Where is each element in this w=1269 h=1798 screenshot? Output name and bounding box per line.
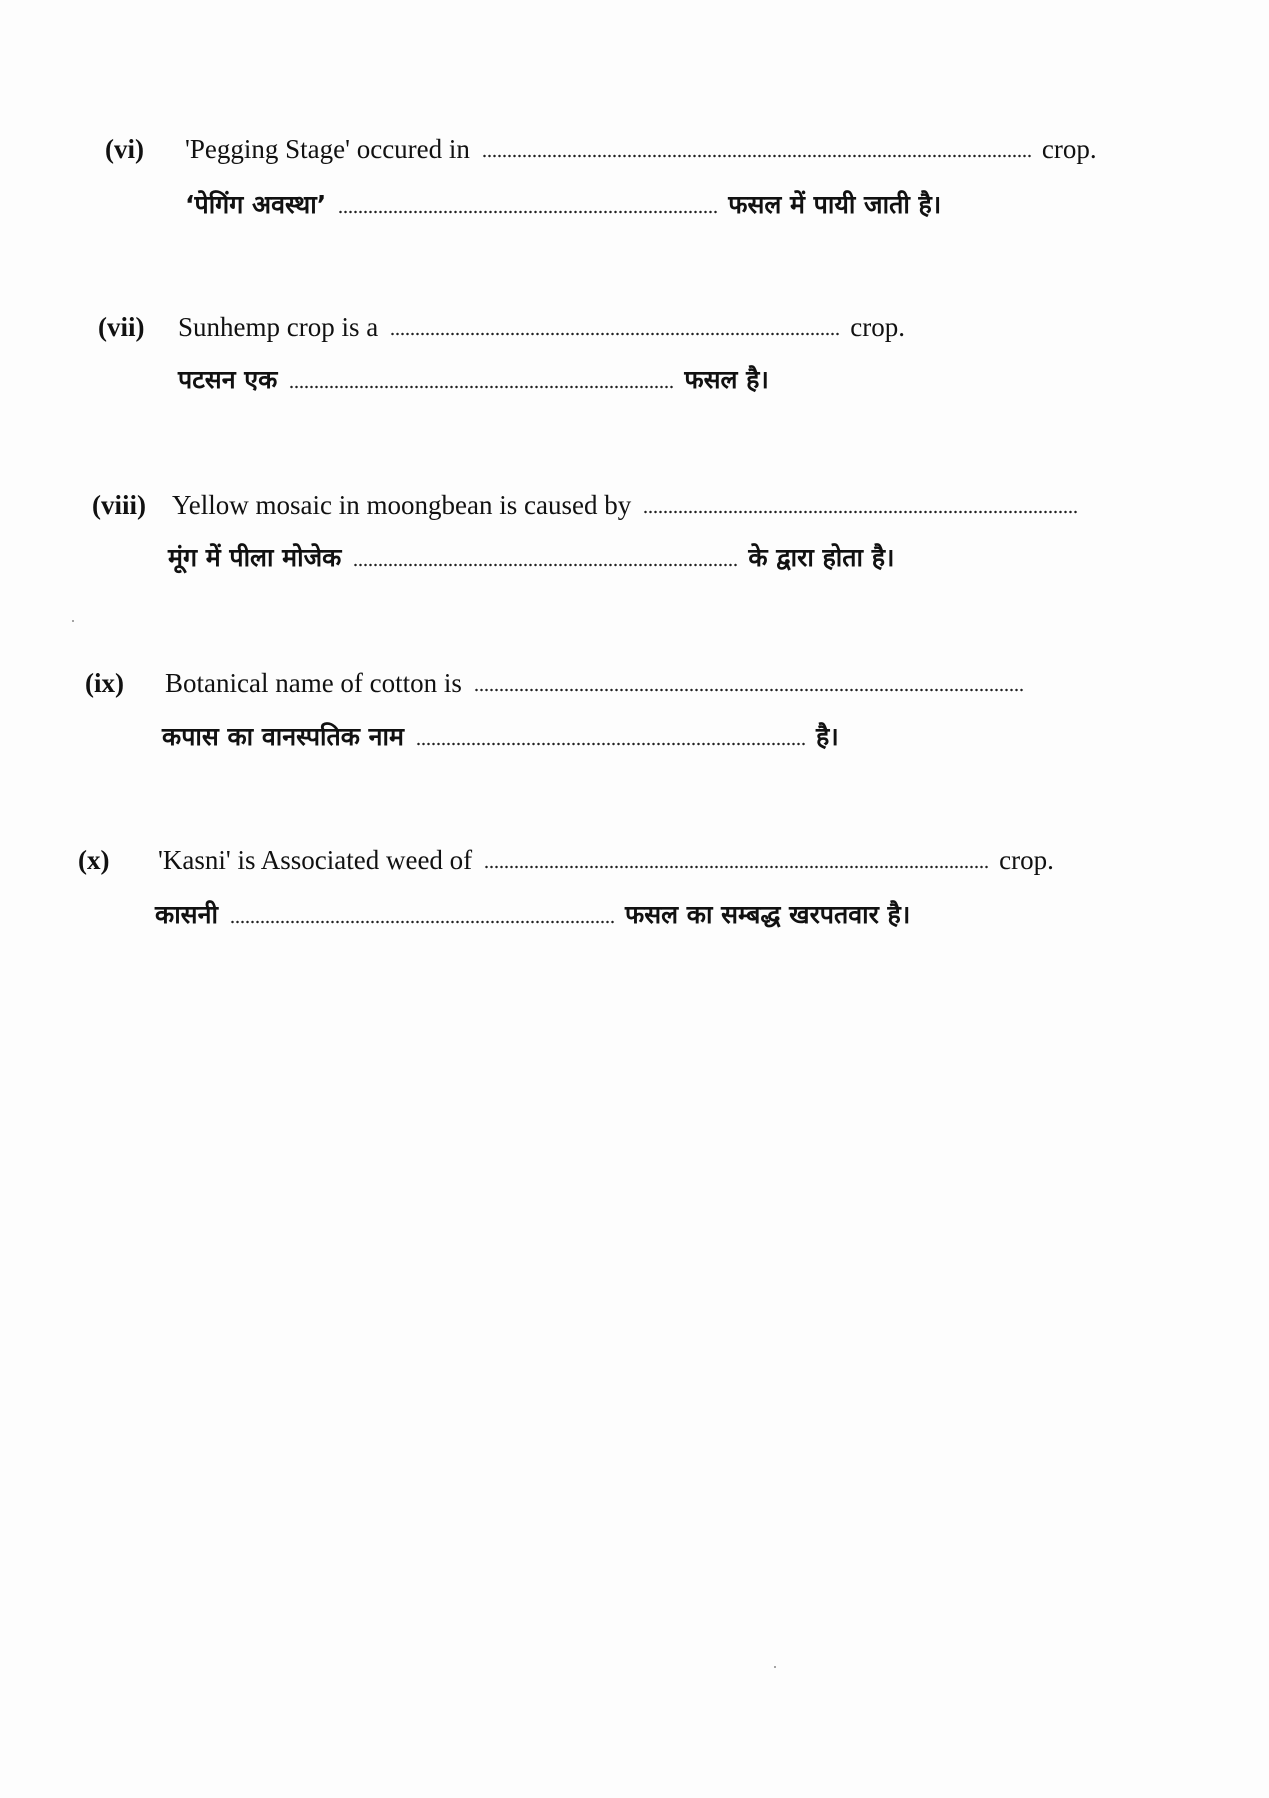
answer-blank[interactable] <box>338 209 718 215</box>
question-text-english: Botanical name of cotton is <box>165 668 462 698</box>
scan-speck <box>72 620 74 622</box>
question-text-english: Sunhemp crop is a <box>178 312 379 342</box>
question-viii-english-line <box>92 482 1088 522</box>
question-x-hindi-line <box>155 892 910 932</box>
question-vi-hindi-line <box>185 182 941 222</box>
question-suffix-hindi: फसल है। <box>684 365 769 394</box>
question-text-hindi: मूंग में पीला मोजेक <box>168 543 342 572</box>
question-number: (vi) <box>105 134 144 164</box>
question-viii-hindi-line <box>168 535 894 575</box>
question-ix-english-line <box>85 660 1034 700</box>
question-text-hindi: ‘पेगिंग अवस्था’ <box>185 190 327 219</box>
question-suffix-english: crop. <box>850 312 905 342</box>
scan-speck <box>774 1666 776 1668</box>
answer-blank[interactable] <box>484 864 989 870</box>
question-text-english: Yellow mosaic in moongbean is caused by <box>172 490 632 520</box>
answer-blank[interactable] <box>353 562 738 568</box>
question-number: (viii) <box>92 490 146 520</box>
question-x-english-line <box>78 837 1054 877</box>
answer-blank[interactable] <box>390 331 840 337</box>
question-suffix-english: crop. <box>1041 134 1097 164</box>
question-number: (ix) <box>85 668 124 698</box>
question-ix-hindi-line <box>162 714 839 754</box>
question-vii-hindi-line <box>178 357 769 397</box>
question-text-hindi: पटसन एक <box>178 365 278 394</box>
answer-blank[interactable] <box>474 687 1024 693</box>
question-text-english: 'Pegging Stage' occured in <box>185 134 470 164</box>
answer-blank[interactable] <box>416 741 806 747</box>
question-suffix-hindi: है। <box>815 722 839 751</box>
question-suffix-hindi: फसल का सम्बद्ध खरपतवार है। <box>624 900 911 929</box>
question-vi-english-line <box>105 126 1097 166</box>
question-text-hindi: कपास का वानस्पतिक नाम <box>162 722 404 751</box>
answer-blank[interactable] <box>289 384 674 390</box>
answer-blank[interactable] <box>643 509 1078 515</box>
answer-blank[interactable] <box>482 153 1032 159</box>
question-vii-english-line <box>98 304 905 344</box>
answer-blank[interactable] <box>230 919 615 925</box>
question-suffix-english: crop. <box>999 845 1054 875</box>
question-number: (vii) <box>98 312 145 342</box>
question-suffix-hindi: फसल में पायी जाती है। <box>728 190 942 219</box>
question-number: (x) <box>78 845 110 875</box>
question-text-hindi: कासनी <box>155 900 218 929</box>
question-text-english: 'Kasni' is Associated weed of <box>158 845 473 875</box>
question-suffix-hindi: के द्वारा होता है। <box>748 543 895 572</box>
